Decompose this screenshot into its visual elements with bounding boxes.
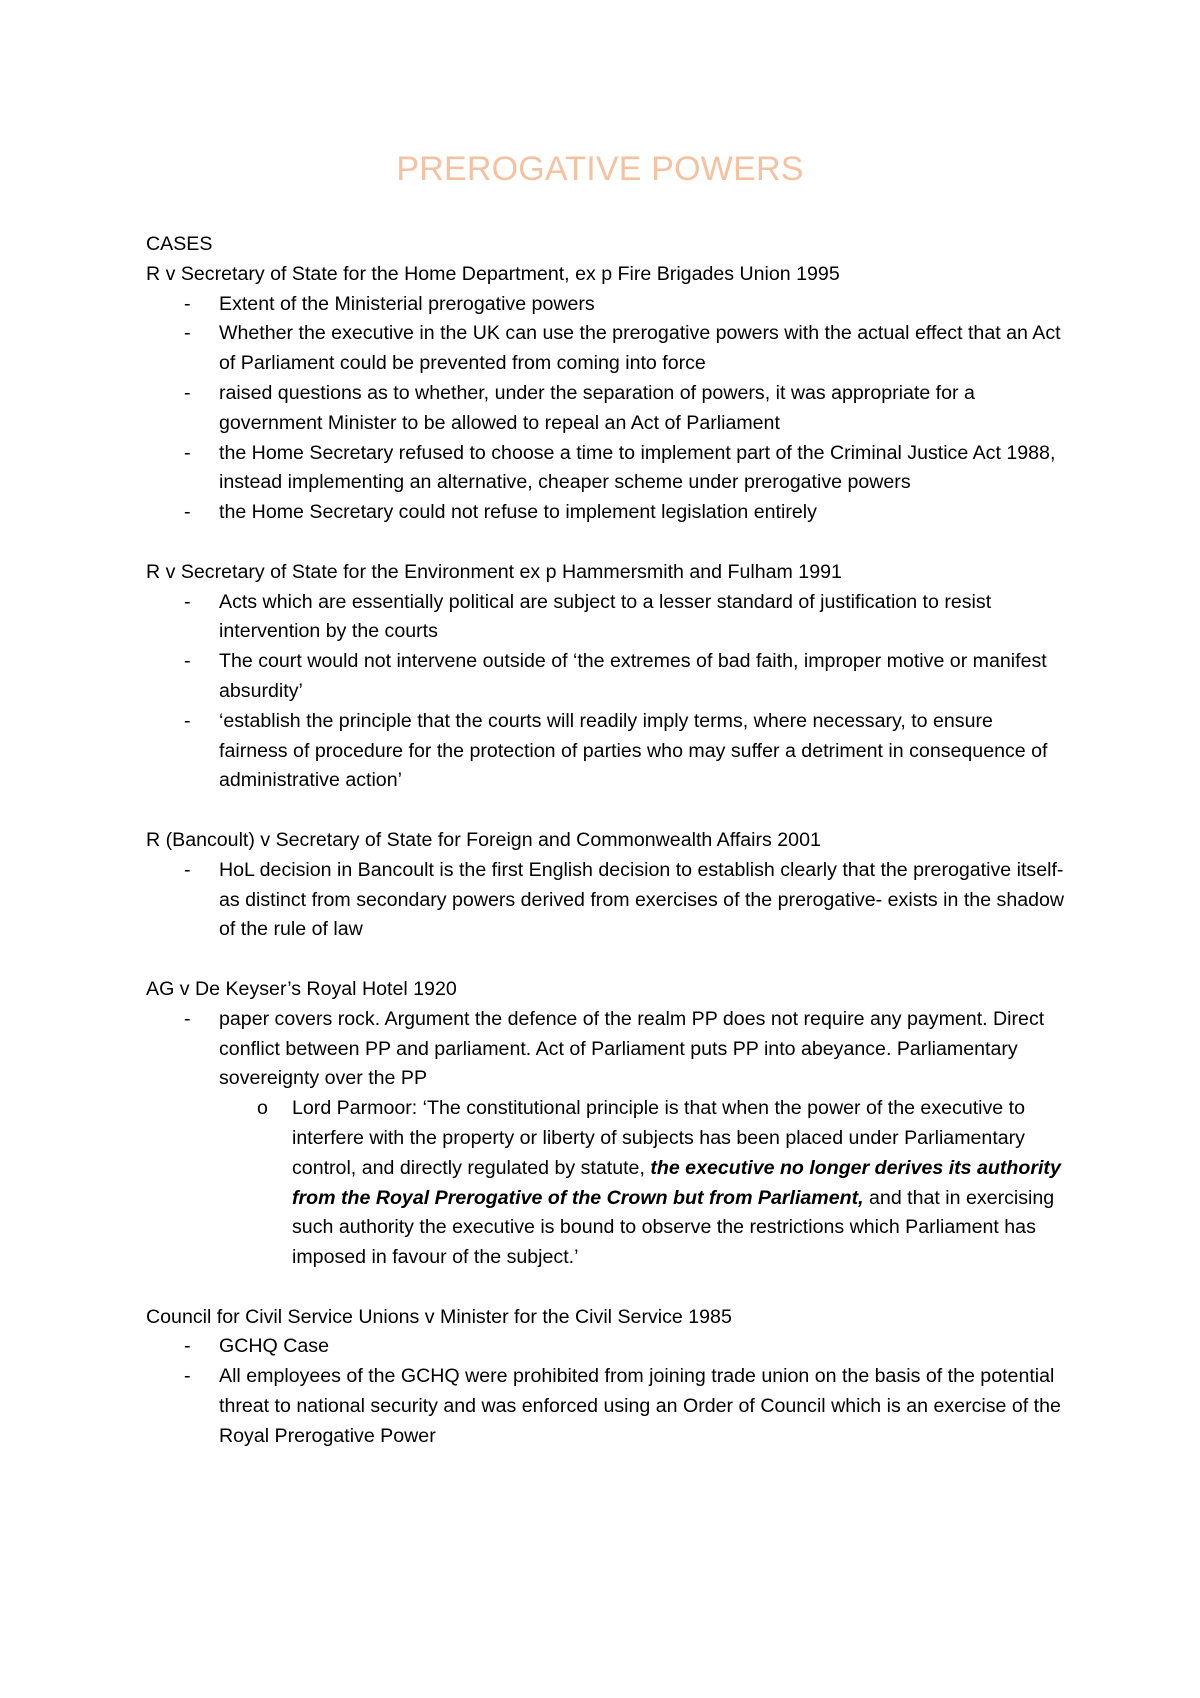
list-item-text: ‘establish the principle that the courts will readily imply terms, where necessary, to ensure fairness of procedure for the protection of parties who may suffer a detriment in consequence of administrative action’	[219, 709, 1048, 792]
list-item	[146, 588, 1066, 648]
document-body	[146, 230, 1066, 1481]
list-item	[146, 1362, 1066, 1451]
list-item-text: Whether the executive in the UK can use the prerogative powers with the actual effect that an Act of Parliament could be prevented from coming into force	[219, 322, 1061, 375]
quote-text: Lord Parmoor: ‘The constitutional principle is that when the power of the executive to interfere with the property or liberty of subjects has been placed under Parliamentary control, and directly regulated by statute,	[292, 1097, 1025, 1179]
case-points	[146, 1005, 1066, 1273]
list-item	[146, 707, 1066, 796]
case-gchq	[146, 1303, 1066, 1452]
list-item	[146, 1005, 1066, 1273]
dash-bullet-icon: -	[184, 709, 191, 732]
list-item	[146, 379, 1066, 439]
page-title: PREROGATIVE POWERS	[396, 150, 804, 188]
case-points	[146, 856, 1066, 945]
list-item	[146, 856, 1066, 945]
dash-bullet-icon: -	[184, 381, 191, 404]
case-title: R v Secretary of State for the Home Department, ex p Fire Brigades Union 1995	[146, 262, 840, 285]
case-bancoult	[146, 826, 1066, 945]
list-item-text: the Home Secretary refused to choose a time to implement part of the Criminal Justice Act 1988, instead implementing an alternative, cheaper scheme under prerogative powers	[219, 441, 1056, 494]
case-title: R v Secretary of State for the Environment ex p Hammersmith and Fulham 1991	[146, 560, 842, 583]
list-item-text: The court would not intervene outside of ‘the extremes of bad faith, improper motive or manifest absurdity’	[219, 650, 1047, 702]
dash-bullet-icon: -	[184, 858, 191, 881]
dash-bullet-icon: -	[184, 1365, 191, 1388]
section-label: CASES	[146, 233, 213, 255]
case-hammersmith	[146, 558, 1066, 796]
list-item	[146, 319, 1066, 379]
list-item-text: paper covers rock. Argument the defence of the realm PP does not require any payment. Direct conflict between PP and parliament. Act of Parliament puts PP into abeyance. Parliamentary sovereignty over the PP	[219, 1007, 1045, 1090]
case-points	[146, 588, 1066, 797]
sub-points	[219, 1094, 1066, 1273]
dash-bullet-icon: -	[184, 501, 191, 524]
list-item-text: All employees of the GCHQ were prohibited from joining trade union on the basis of the potential threat to national security and was enforced using an Order of Council which is an exercise of the Royal Prerogative Power	[219, 1365, 1061, 1447]
case-fire-brigades	[146, 260, 1066, 528]
dash-bullet-icon: -	[184, 292, 191, 315]
list-item	[146, 647, 1066, 707]
case-title: R (Bancoult) v Secretary of State for Foreign and Commonwealth Affairs 2001	[146, 828, 821, 851]
list-item-text: raised questions as to whether, under the separation of powers, it was appropriate for a government Minister to be allowed to repeal an Act of Parliament	[219, 381, 975, 434]
case-title: AG v De Keyser’s Royal Hotel 1920	[146, 977, 457, 1000]
list-item	[146, 1332, 1066, 1362]
dash-bullet-icon: -	[184, 1335, 191, 1358]
dash-bullet-icon: -	[184, 441, 191, 464]
circle-bullet-icon: o	[257, 1097, 268, 1120]
list-item-text: Extent of the Ministerial prerogative powers	[219, 292, 595, 315]
list-item-text: Acts which are essentially political are subject to a lesser standard of justification to resist intervention by the courts	[219, 590, 992, 643]
case-points	[146, 290, 1066, 528]
list-item-text: HoL decision in Bancoult is the first English decision to establish clearly that the prerogative itself- as distinct from secondary powers derived from exercises of the prerogative- exists in the shadow of the rule of law	[219, 858, 1065, 941]
quote-text: and that in exercising such authority the executive is bound to observe the restrictions which Parliament has imposed in favour of the subject.’	[292, 1186, 1055, 1269]
dash-bullet-icon: -	[184, 650, 191, 673]
list-item	[146, 439, 1066, 499]
case-title: Council for Civil Service Unions v Minister for the Civil Service 1985	[146, 1305, 732, 1328]
sub-list-item	[219, 1094, 1066, 1273]
list-item	[146, 290, 1066, 320]
case-de-keyser	[146, 975, 1066, 1273]
list-item-text: GCHQ Case	[219, 1335, 329, 1358]
case-points	[146, 1332, 1066, 1451]
dash-bullet-icon: -	[184, 322, 191, 345]
dash-bullet-icon: -	[184, 590, 191, 613]
dash-bullet-icon: -	[184, 1007, 191, 1030]
list-item-text: the Home Secretary could not refuse to implement legislation entirely	[219, 501, 817, 524]
quote-emphasis: the executive no longer derives its authority from the Royal Prerogative of the Crown but from Parliament,	[292, 1156, 1061, 1209]
list-item	[146, 498, 1066, 528]
